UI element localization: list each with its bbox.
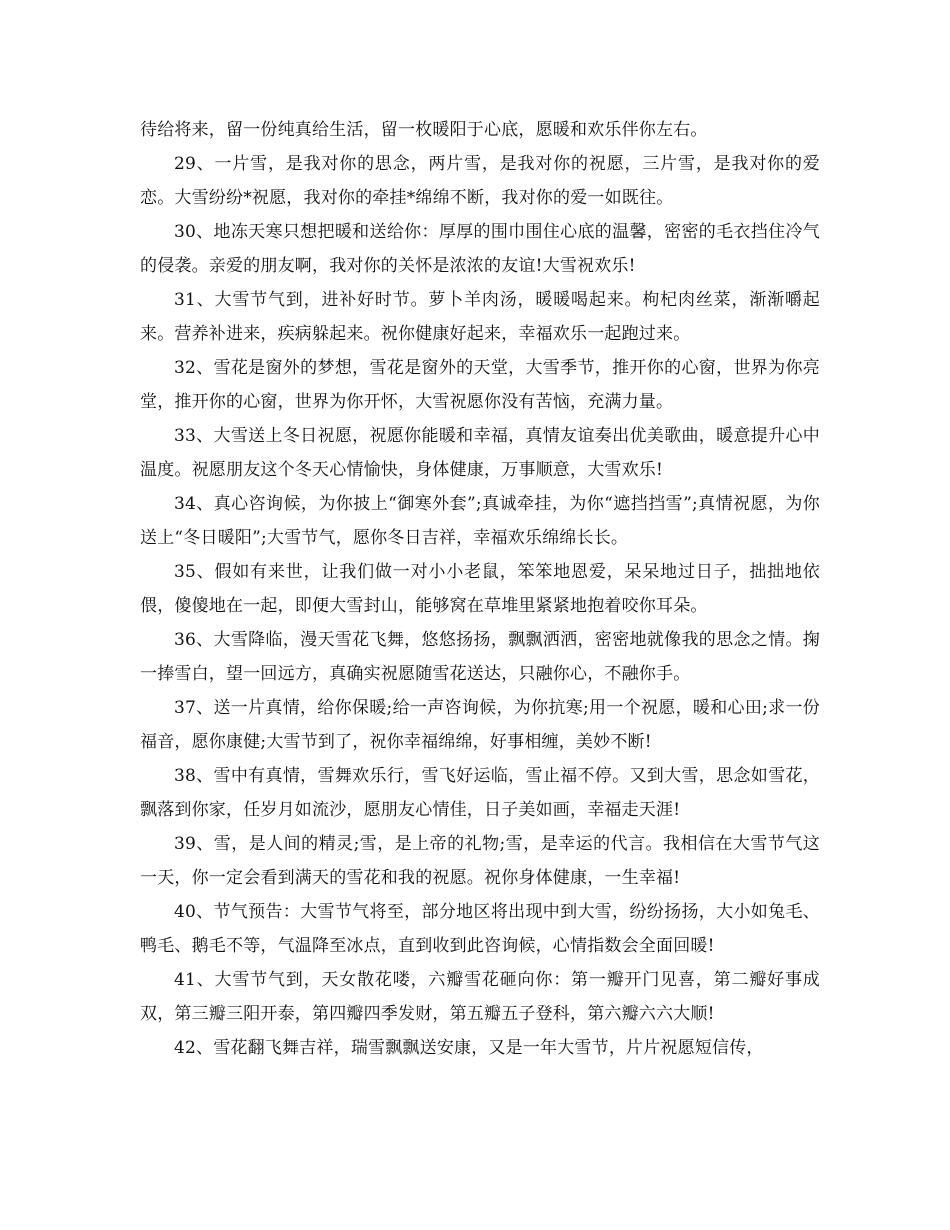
document-body: [140, 113, 820, 1065]
paragraph-30: 30、地冻天寒只想把暖和送给你：厚厚的围巾围住心底的温馨，密密的毛衣挡住冷气的侵袭。亲爱的朋友啊，我对你的关怀是浓浓的友谊!大雪祝欢乐!: [140, 222, 820, 276]
paragraph-34: 34、真心咨询候，为你披上“御寒外套”;真诚牵挂，为你“遮挡挡雪”;真情祝愿，为你送上“冬日暖阳”;大雪节气，愿你冬日吉祥，幸福欢乐绵绵长长。: [140, 494, 820, 548]
paragraph-continuation: 待给将来，留一份纯真给生活，留一枚暖阳于心底，愿暖和欢乐伴你左右。: [140, 120, 708, 140]
paragraph-41: 41、大雪节气到，天女散花喽，六瓣雪花砸向你：第一瓣开门见喜，第二瓣好事成双，第三瓣三阳开泰，第四瓣四季发财，第五瓣五子登科，第六瓣六六大顺!: [140, 970, 820, 1024]
paragraph-29: 29、一片雪，是我对你的思念，两片雪，是我对你的祝愿，三片雪，是我对你的爱恋。大雪纷纷*祝愿，我对你的牵挂*绵绵不断，我对你的爱一如既往。: [140, 154, 820, 208]
paragraph-38: 38、雪中有真情，雪舞欢乐行，雪飞好运临，雪止福不停。又到大雪，思念如雪花，飘落到你家，任岁月如流沙，愿朋友心情佳，日子美如画，幸福走天涯!: [140, 766, 820, 820]
paragraph-32: 32、雪花是窗外的梦想，雪花是窗外的天堂，大雪季节，推开你的心窗，世界为你亮堂，推开你的心窗，世界为你开怀，大雪祝愿你没有苦恼，充满力量。: [140, 358, 820, 412]
paragraph-37: 37、送一片真情，给你保暖;给一声咨询候，为你抗寒;用一个祝愿，暖和心田;求一份福音，愿你康健;大雪节到了，祝你幸福绵绵，好事相缠，美妙不断!: [140, 698, 820, 752]
paragraph-36: 36、大雪降临，漫天雪花飞舞，悠悠扬扬，飘飘洒洒，密密地就像我的思念之情。掬一捧雪白，望一回远方，真确实祝愿随雪花送达，只融你心，不融你手。: [140, 630, 820, 684]
paragraph-31: 31、大雪节气到，进补好时节。萝卜羊肉汤，暖暖喝起来。枸杞肉丝菜，渐渐嚼起来。营养补进来，疾病躲起来。祝你健康好起来，幸福欢乐一起跑过来。: [140, 290, 820, 344]
paragraph-35: 35、假如有来世，让我们做一对小小老鼠，笨笨地恩爱，呆呆地过日子，拙拙地依偎，傻傻地在一起，即便大雪封山，能够窝在草堆里紧紧地抱着咬你耳朵。: [140, 562, 820, 616]
paragraph-39: 39、雪，是人间的精灵;雪，是上帝的礼物;雪，是幸运的代言。我相信在大雪节气这一天，你一定会看到满天的雪花和我的祝愿。祝你身体健康，一生幸福!: [140, 834, 820, 888]
paragraph-33: 33、大雪送上冬日祝愿，祝愿你能暖和幸福，真情友谊奏出优美歌曲，暖意提升心中温度。祝愿朋友这个冬天心情愉快，身体健康，万事顺意，大雪欢乐!: [140, 426, 820, 480]
paragraph-42: 42、雪花翻飞舞吉祥，瑞雪飘飘送安康，又是一年大雪节，片片祝愿短信传，: [174, 1038, 764, 1058]
paragraph-40: 40、节气预告：大雪节气将至，部分地区将出现中到大雪，纷纷扬扬，大小如兔毛、鸭毛、鹅毛不等，气温降至冰点，直到收到此咨询候，心情指数会全面回暖!: [140, 902, 820, 956]
